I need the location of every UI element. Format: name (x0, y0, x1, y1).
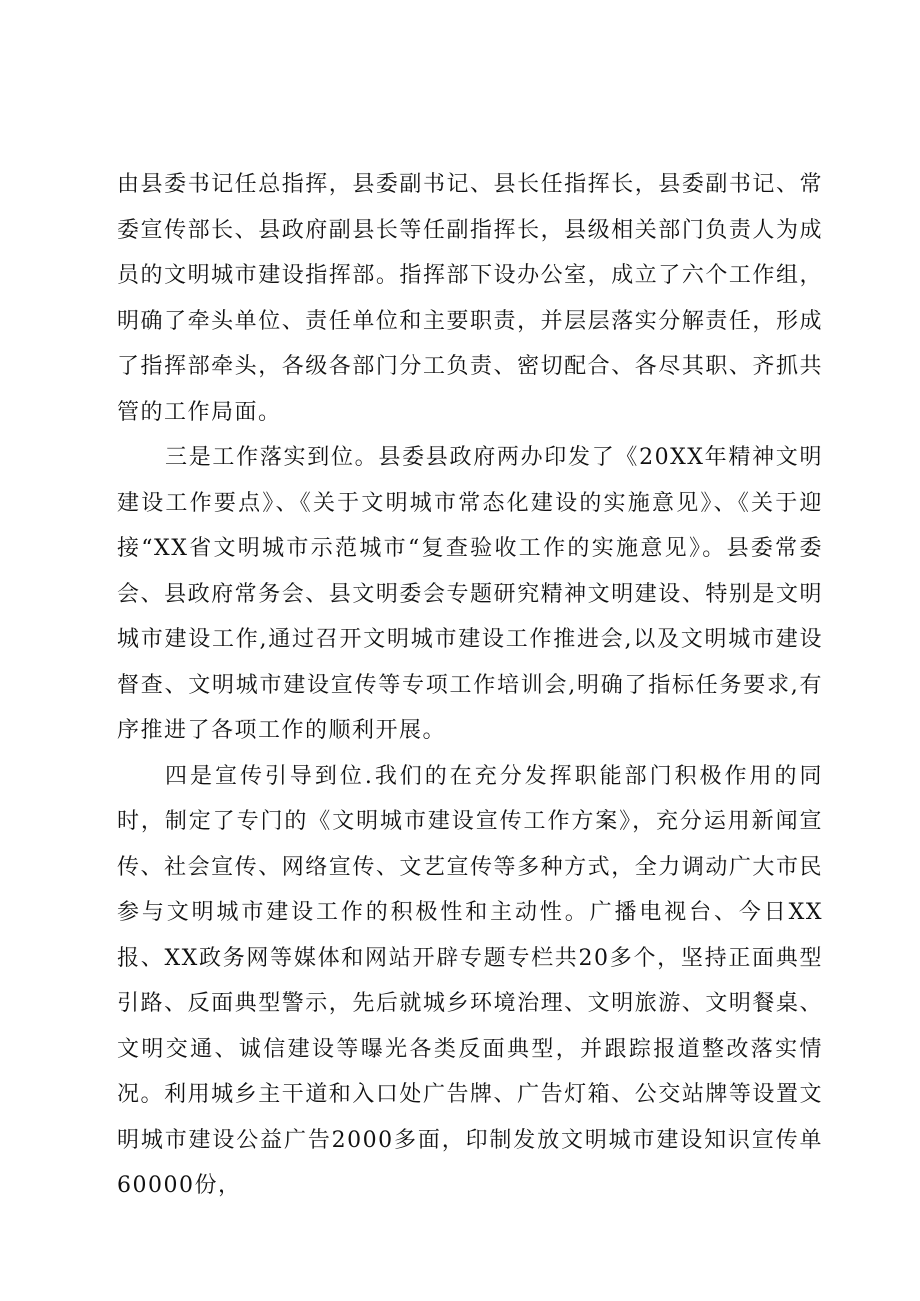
document-body (117, 162, 823, 1209)
paragraph-work-implementation: 三是工作落实到位。县委县政府两办印发了《20XX年精神文明建设工作要点》、《关于文明城市常态化建设的实施意见》、《关于迎接“XX省文明城市示范城市“复查验收工作的实施意见》。县委常委会、县政府常务会、县文明委会专题研究精神文明建设、特别是文明城市建设工作,通过召开文明城市建设工作推进会,以及文明城市建设督查、文明城市建设宣传等专项工作培训会,明确了指标任务要求,有序推进了各项工作的顺利开展。 (117, 445, 823, 743)
paragraph-command-structure: 由县委书记任总指挥，县委副书记、县长任指挥长，县委副书记、常委宣传部长、县政府副县长等任副指挥长，县级相关部门负责人为成员的文明城市建设指挥部。指挥部下设办公室，成立了六个工作组，明确了牵头单位、责任单位和主要职责，并层层落实分解责任，形成了指挥部牵头，各级各部门分工负责、密切配合、各尽其职、齐抓共管的工作局面。 (117, 172, 823, 425)
paragraph-publicity-guidance: 四是宣传引导到位.我们的在充分发挥职能部门积极作用的同时，制定了专门的《文明城市建设宣传工作方案》，充分运用新闻宣传、社会宣传、网络宣传、文艺宣传等多种方式，全力调动广大市民参与文明城市建设工作的积极性和主动性。广播电视台、今日XX报、XX政务网等媒体和网站开辟专题专栏共20多个，坚持正面典型引路、反面典型警示，先后就城乡环境治理、文明旅游、文明餐桌、文明交通、诚信建设等曝光各类反面典型，并跟踪报道整改落实情况。利用城乡主干道和入口处广告牌、广告灯箱、公交站牌等设置文明城市建设公益广告2000多面，印制发放文明城市建设知识宣传单60000份， (117, 763, 823, 1198)
